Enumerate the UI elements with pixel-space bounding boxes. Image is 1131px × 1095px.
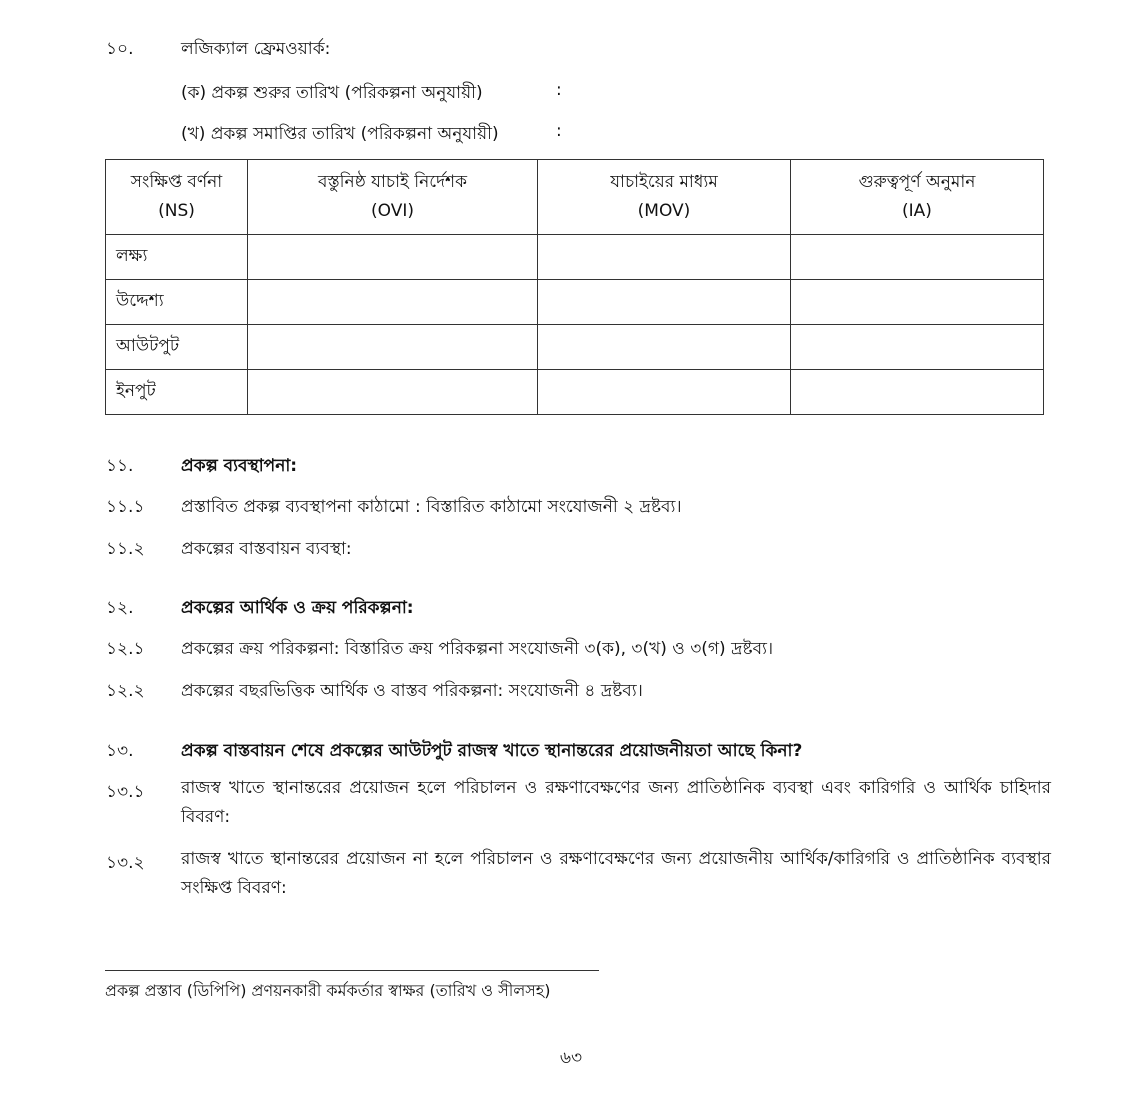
table-cell [538,280,791,325]
table-header-row [106,160,1044,235]
header-ia: গুরুত্বপূর্ণ অনুমান (IA) [791,160,1044,235]
page-number: ৬৩ [560,1048,583,1068]
section-11-2-number: ১১.২ [106,539,145,559]
section-11-title: প্রকল্প ব্যবস্থাপনা: [181,456,298,476]
logical-framework-table [105,159,1044,415]
section-13-title: প্রকল্প বাস্তবায়ন শেষে প্রকল্পের আউটপুট রাজস্ব খাতে স্থানান্তরের প্রয়োজনীয়তা আছে কিনা? [181,741,803,761]
header-ovi: বস্তুনিষ্ঠ যাচাই নির্দেশক (OVI) [248,160,538,235]
section-11-1-text: প্রস্তাবিত প্রকল্প ব্যবস্থাপনা কাঠামো : বিস্তারিত কাঠামো সংযোজনী ২ দ্রষ্টব্য। [181,497,682,517]
header-mov: যাচাইয়ের মাধ্যম (MOV) [538,160,791,235]
end-date-colon: : [556,121,562,141]
start-date-label: (ক) প্রকল্প শুরুর তারিখ (পরিকল্পনা অনুযায়ী) [181,83,483,103]
section-13-2-number: ১৩.২ [106,853,145,873]
section-12-number: ১২. [106,598,134,618]
table-cell [248,280,538,325]
row-label-output: আউটপুট [106,325,248,370]
table-cell [538,370,791,415]
table-cell [248,370,538,415]
section-13-number: ১৩. [106,741,134,761]
table-cell [791,280,1044,325]
header-ns: সংক্ষিপ্ত বর্ণনা (NS) [106,160,248,235]
section-11-1-number: ১১.১ [106,497,145,517]
end-date-label: (খ) প্রকল্প সমাপ্তির তারিখ (পরিকল্পনা অনুযায়ী) [181,124,499,144]
section-11-number: ১১. [106,456,134,476]
row-label-goal: লক্ষ্য [106,235,248,280]
signature-caption: প্রকল্প প্রস্তাব (ডিপিপি) প্রণয়নকারী কর্মকর্তার স্বাক্ষর (তারিখ ও সীলসহ) [105,981,551,1000]
section-13-1-number: ১৩.১ [106,782,145,802]
section-12-1-number: ১২.১ [106,639,145,659]
table-cell [791,235,1044,280]
table-cell [248,325,538,370]
signature-line [105,970,599,971]
table-row [106,235,1044,280]
section-13-1-text: রাজস্ব খাতে স্থানান্তরের প্রয়োজন হলে পরিচালন ও রক্ষণাবেক্ষণের জন্য প্রাতিষ্ঠানিক ব্যবস্থা এবং কারিগরি ও আর্থিক চাহিদার বিবরণ: [181,778,1051,827]
table-cell [248,235,538,280]
section-13-2-text: রাজস্ব খাতে স্থানান্তরের প্রয়োজন না হলে পরিচালন ও রক্ষণাবেক্ষণের জন্য প্রয়োজনীয় আর্থিক/কারিগরি ও প্রাতিষ্ঠানিক ব্যবস্থার সংক্ষিপ্ত বিবরণ: [181,849,1051,898]
section-12-1-text: প্রকল্পের ক্রয় পরিকল্পনা: বিস্তারিত ক্রয় পরিকল্পনা সংযোজনী ৩(ক), ৩(খ) ও ৩(গ) দ্রষ্টব্য। [181,639,774,659]
row-label-input: ইনপুট [106,370,248,415]
section-12-2-text: প্রকল্পের বছরভিত্তিক আর্থিক ও বাস্তব পরিকল্পনা: সংযোজনী ৪ দ্রষ্টব্য। [181,681,643,701]
table-row [106,280,1044,325]
row-label-objective: উদ্দেশ্য [106,280,248,325]
section-11-2-text: প্রকল্পের বাস্তবায়ন ব্যবস্থা: [181,539,352,559]
table-row [106,325,1044,370]
section-10-number: ১০. [106,39,134,59]
table-cell [791,370,1044,415]
section-10-title: লজিক্যাল ফ্রেমওয়ার্ক: [181,39,331,59]
start-date-colon: : [556,80,562,100]
table-row [106,370,1044,415]
section-12-title: প্রকল্পের আর্থিক ও ক্রয় পরিকল্পনা: [181,598,414,618]
table-cell [538,325,791,370]
table-cell [538,235,791,280]
table-cell [791,325,1044,370]
section-12-2-number: ১২.২ [106,681,145,701]
